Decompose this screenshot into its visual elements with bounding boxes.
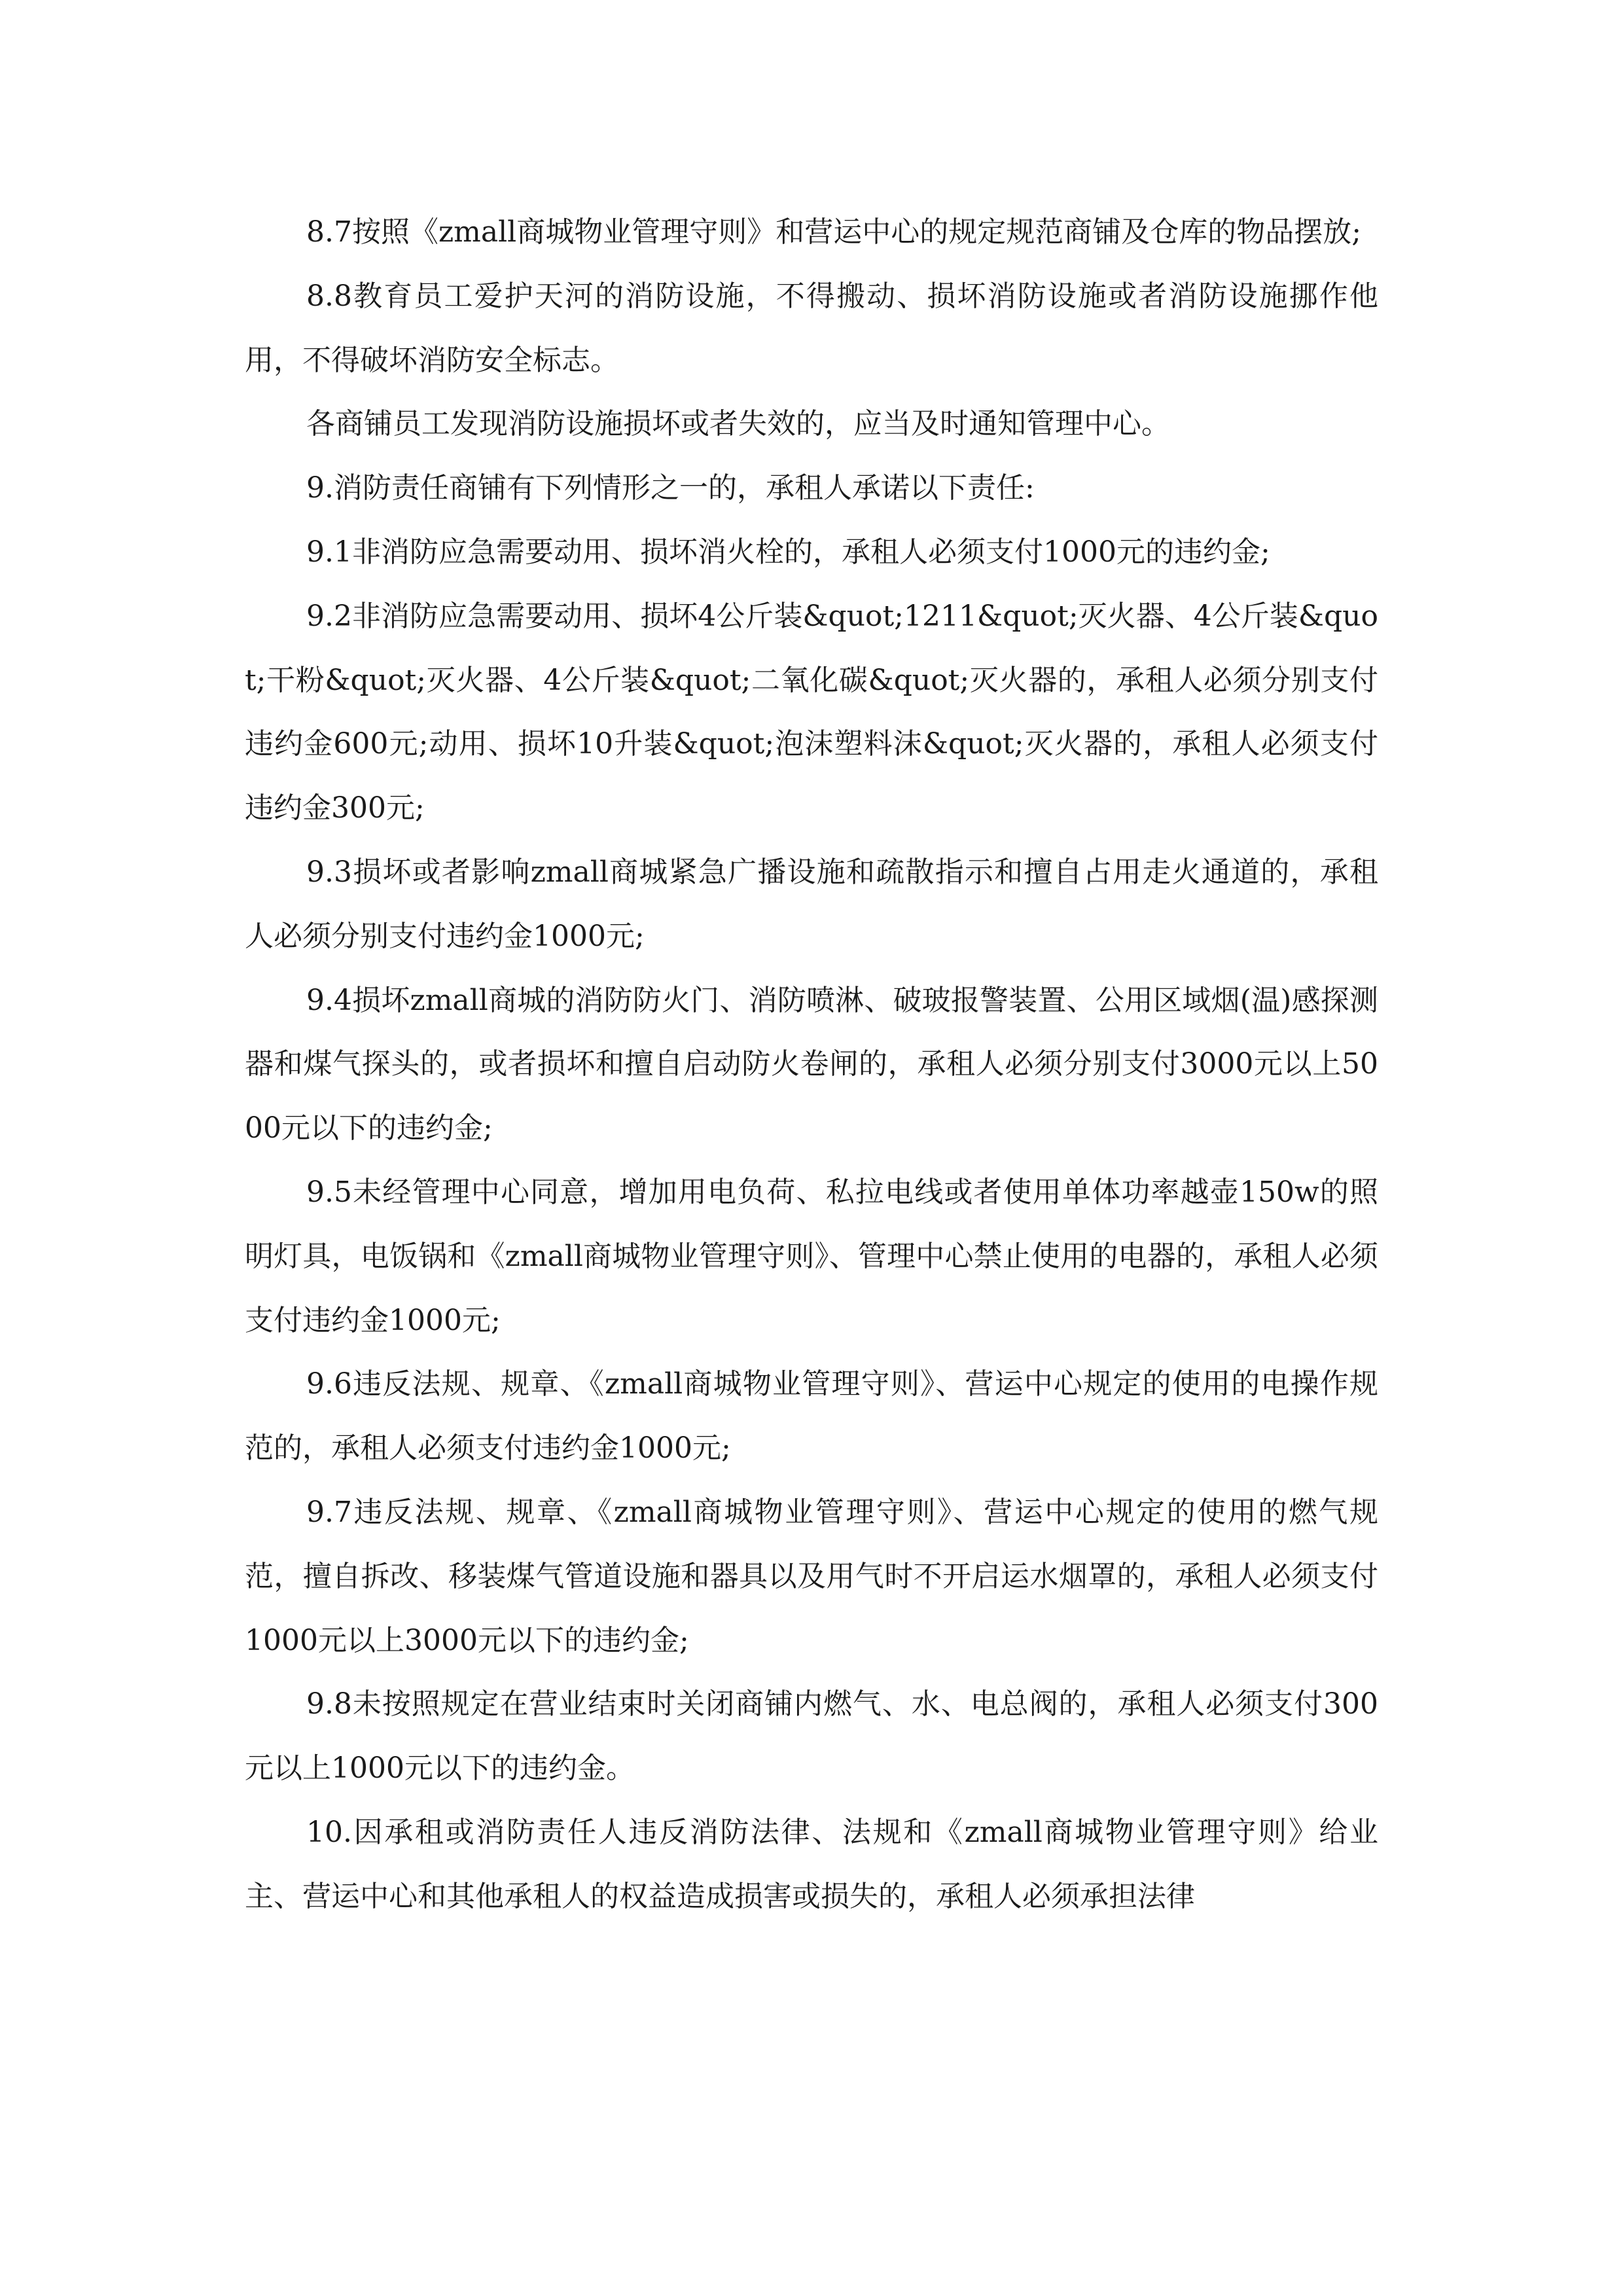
paragraph-10: 10.因承租或消防责任人违反消防法律、法规和《zmall商城物业管理守则》给业主、营运中心和其他承租人的权益造成损害或损失的，承租人必须承担法律 xyxy=(245,1815,1378,1913)
document-body xyxy=(245,200,1378,1929)
paragraph-8-8: 8.8教育员工爱护天河的消防设施，不得搬动、损坏消防设施或者消防设施挪作他用，不得破坏消防安全标志。 xyxy=(245,279,1378,377)
paragraph-9-6: 9.6违反法规、规章、《zmall商城物业管理守则》、营运中心规定的使用的电操作规范的，承租人必须支付违约金1000元; xyxy=(245,1367,1378,1465)
paragraph-9-4: 9.4损坏zmall商城的消防防火门、消防喷淋、破玻报警装置、公用区域烟(温)感探测器和煤气探头的，或者损坏和擅自启动防火卷闸的，承租人必须分别支付3000元以上5000元以下的违约金; xyxy=(245,983,1378,1145)
paragraph-9-3: 9.3损坏或者影响zmall商城紧急广播设施和疏散指示和擅自占用走火通道的，承租人必须分别支付违约金1000元; xyxy=(245,855,1378,953)
paragraph-9: 9.消防责任商铺有下列情形之一的，承租人承诺以下责任: xyxy=(306,471,1035,505)
paragraph-8-7: 8.7按照《zmall商城物业管理守则》和营运中心的规定规范商铺及仓库的物品摆放; xyxy=(306,215,1362,249)
paragraph-9-2: 9.2非消防应急需要动用、损坏4公斤装&quot;1211&quot;灭火器、4公斤装&quot;干粉&quot;灭火器、4公斤装&quot;二氧化碳&quot;灭火器的，承租人必须分别支付违约金600元;动用、损坏10升装&quot;泡沫塑料沫&quot;灭火器的，承租人必须支付违约金300元; xyxy=(245,599,1378,825)
paragraph-9-1: 9.1非消防应急需要动用、损坏消火栓的，承租人必须支付1000元的违约金; xyxy=(306,535,1270,569)
paragraph-9-8: 9.8未按照规定在营业结束时关闭商铺内燃气、水、电总阀的，承租人必须支付300元以上1000元以下的违约金。 xyxy=(245,1687,1378,1785)
paragraph-9-5: 9.5未经管理中心同意，增加用电负荷、私拉电线或者使用单体功率越壶150w的照明灯具，电饭锅和《zmall商城物业管理守则》、管理中心禁止使用的电器的，承租人必须支付违约金1000元; xyxy=(245,1175,1378,1337)
paragraph-report-damage: 各商铺员工发现消防设施损坏或者失效的，应当及时通知管理中心。 xyxy=(306,407,1170,441)
paragraph-9-7: 9.7违反法规、规章、《zmall商城物业管理守则》、营运中心规定的使用的燃气规范，擅自拆改、移装煤气管道设施和器具以及用气时不开启运水烟罩的，承租人必须支付1000元以上3000元以下的违约金; xyxy=(245,1495,1378,1657)
